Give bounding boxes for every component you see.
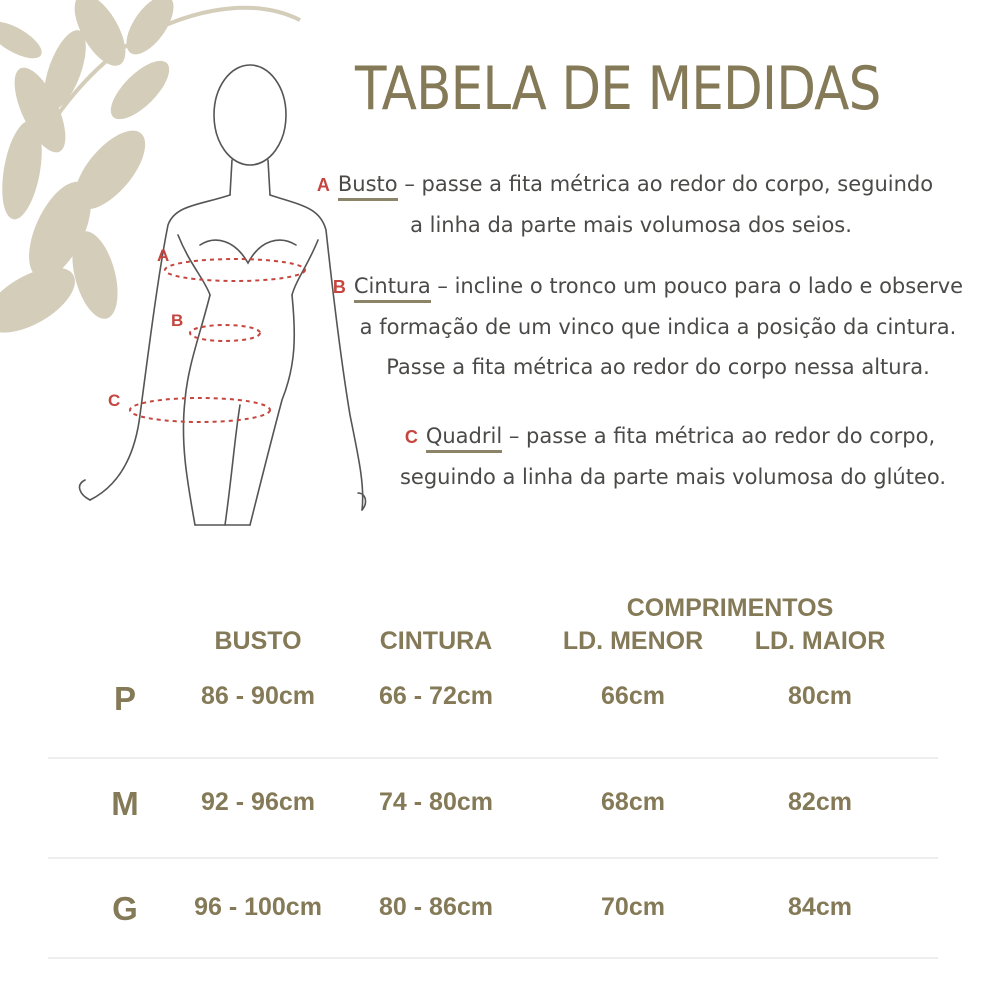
measure-text: – passe a fita métrica ao redor do corpo, xyxy=(502,424,936,448)
measure-text: – incline o tronco um pouco para o lado e observe xyxy=(430,274,964,298)
figure-label-b: B xyxy=(171,311,184,330)
table-cell: 80cm xyxy=(788,682,852,710)
measure-text: a linha da parte mais volumosa dos seios. xyxy=(410,213,852,237)
table-cell: 96 - 100cm xyxy=(194,893,322,921)
measure-term: Busto xyxy=(338,172,398,201)
header-cintura: CINTURA xyxy=(379,627,493,655)
table-cell: 66 - 72cm xyxy=(379,682,493,710)
table-cell: 68cm xyxy=(601,788,665,816)
figure-label-a: A xyxy=(157,246,170,265)
size-label: P xyxy=(113,680,136,717)
size-label: M xyxy=(111,785,139,822)
measure-text: a formação de um vinco que indica a posição da cintura. xyxy=(359,315,957,339)
measure-text: seguindo a linha da parte mais volumosa do glúteo. xyxy=(399,465,947,489)
group-header-comprimentos: COMPRIMENTOS xyxy=(626,594,834,622)
row-divider xyxy=(48,757,938,759)
table-cell: 84cm xyxy=(788,893,852,921)
table-cell: 80 - 86cm xyxy=(379,893,493,921)
measure-term: Cintura xyxy=(354,274,431,303)
figure-label-c: C xyxy=(108,391,121,410)
page-title: TABELA DE MEDIDAS xyxy=(355,54,881,124)
measure-letter: A xyxy=(316,175,330,195)
table-cell: 70cm xyxy=(601,893,665,921)
table-cell: 92 - 96cm xyxy=(201,788,315,816)
header-busto: BUSTO xyxy=(214,627,302,655)
measure-term: Quadril xyxy=(426,424,502,453)
table-cell: 74 - 80cm xyxy=(379,788,493,816)
measure-letter: B xyxy=(332,277,346,297)
table-cell: 86 - 90cm xyxy=(201,682,315,710)
table-cell: 66cm xyxy=(601,682,665,710)
header-ld-menor: LD. MENOR xyxy=(562,627,704,655)
table-cell: 82cm xyxy=(788,788,852,816)
size-label: G xyxy=(112,890,138,927)
measure-text: – passe a fita métrica ao redor do corpo, seguindo xyxy=(397,172,934,196)
row-divider xyxy=(48,957,938,959)
measure-text: Passe a fita métrica ao redor do corpo nessa altura. xyxy=(386,355,930,379)
measure-letter: C xyxy=(404,427,418,447)
row-divider xyxy=(48,857,938,859)
header-ld-maior: LD. MAIOR xyxy=(754,627,886,655)
